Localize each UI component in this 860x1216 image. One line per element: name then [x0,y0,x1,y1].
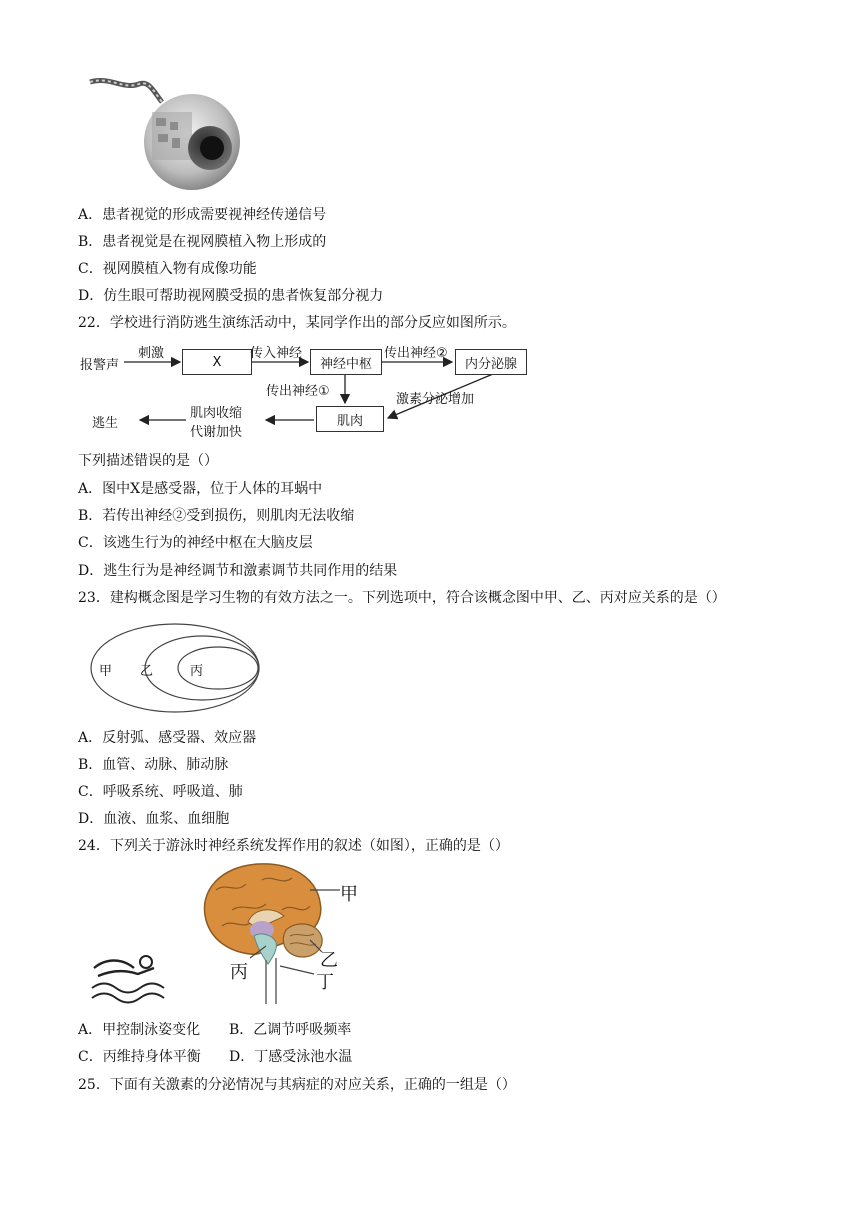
q23-option-a: A．反射弧、感受器、效应器 [78,730,257,746]
efferent2-label: 传出神经② [384,346,448,361]
q24-option-b: B．乙调节呼吸频率 [229,1022,352,1038]
brain-label-yi: 乙 [320,950,338,971]
q23-option-c: C．呼吸系统、呼吸道、肺 [78,784,243,800]
contract-label-2: 代谢加快 [190,425,243,440]
q24-option-c: C．丙维持身体平衡 [78,1049,201,1065]
label-jia: 甲 [99,664,113,679]
q24-stem: 24．下列关于游泳时神经系统发挥作用的叙述（如图），正确的是（） [78,838,509,854]
q23-stem: 23．建构概念图是学习生物的有效方法之一。下列选项中，符合该概念图中甲、乙、丙对应关系的是（） [78,590,726,606]
q24-option-a: A．甲控制泳姿变化 [78,1022,201,1038]
q21-option-c: C．视网膜植入物有成像功能 [78,261,257,277]
brain-label-ding: 丁 [316,972,334,993]
label-bing: 丙 [190,664,204,679]
concept-ellipse-diagram [88,620,268,716]
q22-option-c: C．该逃生行为的神经中枢在大脑皮层 [78,535,313,551]
escape-label: 逃生 [92,416,119,431]
brain-label-bing: 丙 [230,962,248,983]
label-yi: 乙 [140,664,154,679]
q22-option-b: B．若传出神经②受到损伤，则肌肉无法收缩 [78,508,355,524]
q25-stem: 25．下面有关激素的分泌情况与其病症的对应关系，正确的一组是（） [78,1077,516,1093]
q22-option-a: A．图中X是感受器，位于人体的耳蜗中 [78,481,323,497]
q21-option-a: A．患者视觉的形成需要视神经传递信号 [78,207,327,223]
reflex-flow-diagram [78,338,538,444]
center-box: 神经中枢 [310,349,382,375]
q24-option-d: D．丁感受泳池水温 [229,1049,353,1065]
muscle-box: 肌肉 [316,406,384,432]
q22-option-d: D．逃生行为是神经调节和激素调节共同作用的结果 [78,563,398,579]
q22-stem: 22．学校进行消防逃生演练活动中，某同学作出的部分反应如图所示。 [78,315,516,331]
bionic-eye-image [84,72,242,192]
swimmer-icon [88,948,172,1004]
alarm-label: 报警声 [80,358,120,373]
afferent-label: 传入神经 [250,346,303,361]
contract-label-1: 肌肉收缩 [190,406,243,421]
stimulus-label: 刺激 [138,346,165,361]
hormone-label: 激素分泌增加 [396,392,475,407]
q23-option-d: D．血液、血浆、血细胞 [78,811,230,827]
q22-prompt: 下列描述错误的是（） [78,453,218,469]
x-box: X [182,349,252,375]
q21-option-b: B．患者视觉是在视网膜植入物上形成的 [78,234,327,250]
q23-option-b: B．血管、动脉、肺动脉 [78,757,229,773]
q21-option-d: D．仿生眼可帮助视网膜受损的患者恢复部分视力 [78,288,384,304]
brain-diagram [192,860,372,1006]
brain-label-jia: 甲 [340,884,358,905]
gland-box: 内分泌腺 [455,349,527,375]
efferent1-label: 传出神经① [266,384,330,399]
